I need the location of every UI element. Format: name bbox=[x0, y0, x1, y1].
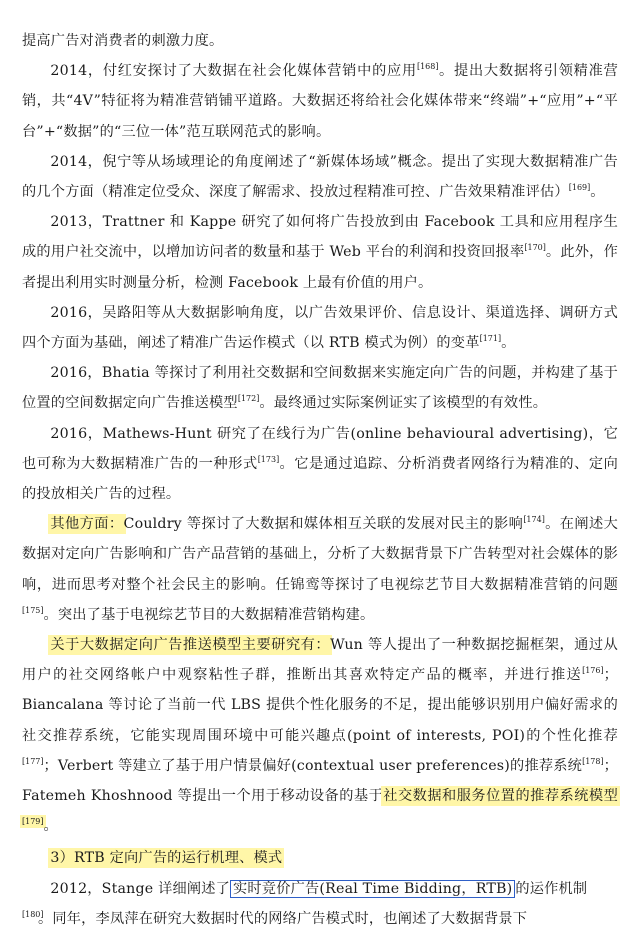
paragraph-9 bbox=[22, 874, 618, 904]
paragraph-text: 。最终通过实际案例证实了该模型的有效性。 bbox=[259, 395, 548, 412]
highlighted-text: 关于大数据定向广告推送模型主要研究有： bbox=[50, 637, 331, 654]
paragraph-text: 2014，付红安探讨了大数据在社会化媒体营销中的应用 bbox=[50, 63, 417, 80]
citation-ref: [173] bbox=[257, 454, 280, 464]
paragraph-text: 。提出大数据将引领精准营销，共“4V”特征将为精准营销铺平道路。大数据还将给社会化媒体带来“终端”+“应用”+“平台”+“数据”的“三位一体”范互联网范式的影响。 bbox=[22, 63, 618, 140]
paragraph-text: Wun 等人提出了一种数据挖掘框架，通过从用户的社交网络帐户中观察粘性子群，推断出其喜欢特定产品的概率，并进行推送 bbox=[22, 637, 618, 684]
citation-ref: [171] bbox=[479, 334, 502, 344]
paragraph-text: 2016，Bhatia 等探讨了利用社交数据和空间数据来实施定向广告的问题，并构建了基于位置的空间数据定向广告推送模型 bbox=[22, 365, 618, 412]
paragraph-2 bbox=[22, 147, 618, 207]
paragraph-6 bbox=[22, 419, 618, 510]
paragraph-7 bbox=[22, 509, 618, 630]
paragraph-text: 2016，吴路阳等从大数据影响角度，以广告效果评价、信息设计、渠道选择、调研方式四个方面为基础，阐述了精准广告运作模式（以 RTB 模式为例）的变革 bbox=[22, 304, 618, 352]
paragraph-text: 2012，Stange 详细阐述了 bbox=[50, 880, 231, 897]
paragraph-text: 。 bbox=[43, 818, 58, 835]
paragraph-text: 2016，Mathews-Hunt 研究了在线行为广告(online behavioural advertising)，它也可称为大数据精准广告的一种形式 bbox=[22, 425, 618, 472]
paragraph-text: ；Biancalana 等讨论了当前一代 LBS 提供个性化服务的不足，提出能够识别用户偏好需求的社交推荐系统，它能实现周围环境中可能兴趣点(point of interests, POI)的个性化推荐 bbox=[22, 667, 618, 744]
paragraph-5 bbox=[22, 358, 618, 418]
boxed-text: 实时竞价广告(Real Time Bidding，RTB) bbox=[230, 880, 515, 898]
paragraph-3 bbox=[22, 207, 618, 298]
paragraph-text: 。在阐述大数据对定向广告影响和广告产品营销的基础上，分析了大数据背景下广告转型对社会媒体的影响，进而思考对整个社会民主的影响。任锦鸾等探讨了电视综艺节目大数据精准营销的问题 bbox=[22, 516, 618, 593]
citation-ref: [174] bbox=[523, 515, 545, 525]
paragraph-text: 2014，倪宁等从场域理论的角度阐述了“新媒体场域”概念。提出了实现大数据精准广告的几个方面（精准定位受众、深度了解需求、投放过程精准可控、广告效果精准评估） bbox=[22, 153, 618, 201]
paragraph-text: ；Verbert 等建立了基于用户情景偏好(contextual user preferences)的推荐系统 bbox=[43, 757, 583, 774]
paragraph-text: 提高广告对消费者的刺激力度。 bbox=[22, 33, 224, 49]
paragraph-text: Couldry 等探讨了大数据和媒体相互关联的发展对民主的影响 bbox=[123, 516, 524, 533]
paragraph-4 bbox=[22, 298, 618, 358]
highlighted-text: 其他方面： bbox=[50, 516, 124, 533]
citation-ref: [168] bbox=[416, 62, 439, 72]
paragraph-text: 。 bbox=[590, 184, 605, 201]
paragraph-0 bbox=[22, 26, 618, 56]
citation-ref: [177] bbox=[22, 756, 44, 766]
paragraph-text: 。突出了基于电视综艺节目的大数据精准营销构建。 bbox=[43, 606, 375, 623]
citation-ref: [172] bbox=[237, 394, 260, 404]
heading-text: 3）RTB 定向广告的运行机理、模式 bbox=[50, 850, 283, 867]
citation-ref: [176] bbox=[582, 666, 604, 676]
paragraph-text: 。它是通过追踪、分析消费者网络行为精准的、定向的投放相关广告的过程。 bbox=[22, 455, 618, 503]
citation-ref: [175] bbox=[22, 605, 44, 615]
section-heading bbox=[22, 843, 618, 873]
paragraph-text: 的运作机制 bbox=[515, 880, 588, 897]
paragraph-8 bbox=[22, 630, 618, 841]
paragraph-10: [180]。同年，李凤萍在研究大数据时代的网络广告模式时，也阐述了大数据背景下 bbox=[22, 909, 528, 927]
paragraph-1 bbox=[22, 56, 618, 147]
paragraph-text: 。同年，李凤萍在研究大数据时代的网络广告模式时，也阐述了大数据背景下 bbox=[38, 910, 528, 927]
citation-ref: [169] bbox=[568, 183, 591, 193]
paragraph-text: 。此外，作者提出利用实时测量分析，检测 Facebook 上最有价值的用户。 bbox=[22, 244, 618, 291]
paragraph-text: 2013，Trattner 和 Kappe 研究了如何将广告投放到由 Facebook 工具和应用程序生成的用户社交流中，以增加访问者的数量和基于 Web 平台的利润和投资回报率 bbox=[22, 214, 618, 261]
paragraph-text: ；Fatemeh Khoshnood 等提出一个用于移动设备的基于 bbox=[22, 757, 618, 805]
citation-ref: [179] bbox=[22, 817, 44, 827]
citation-ref: [170] bbox=[524, 243, 546, 253]
highlighted-text: 社交数据和服务位置的推荐系统模型 bbox=[383, 788, 619, 805]
citation-ref: [178] bbox=[582, 756, 604, 766]
paragraph-text: 。 bbox=[501, 335, 516, 352]
